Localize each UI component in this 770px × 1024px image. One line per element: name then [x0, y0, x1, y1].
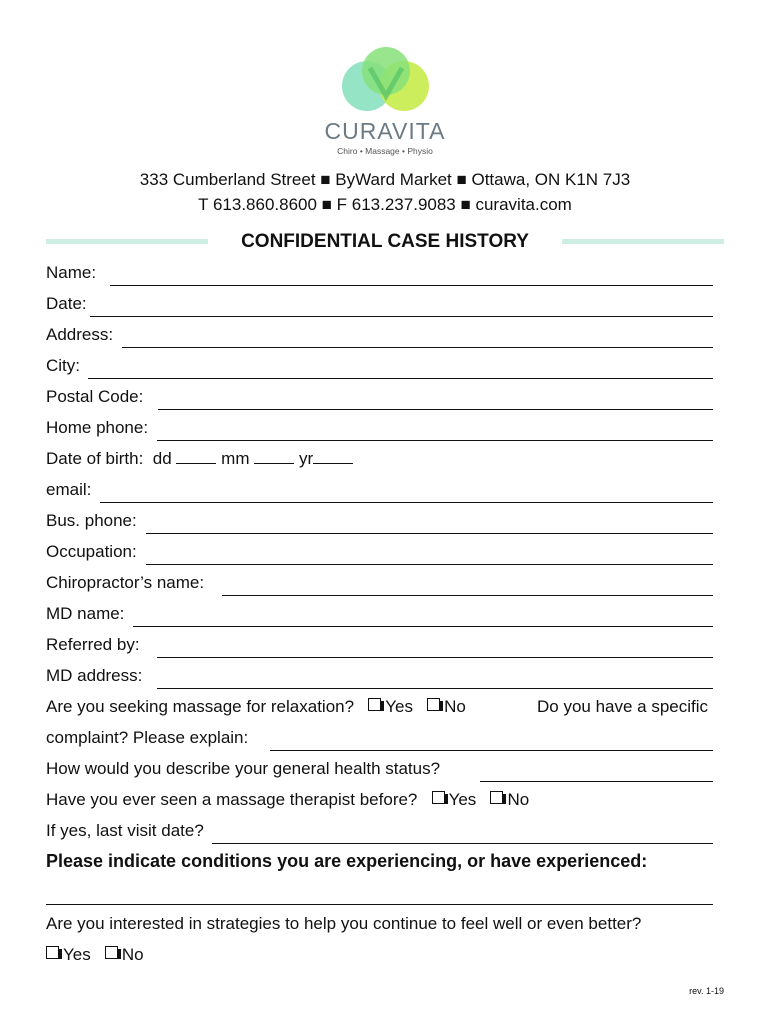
relaxation-no-option[interactable] — [427, 697, 466, 717]
md-name-label: MD name: — [46, 604, 125, 623]
seen-before-no-option[interactable] — [490, 790, 529, 810]
health-status-field[interactable] — [480, 781, 713, 782]
postal-code-label: Postal Code: — [46, 387, 144, 406]
name-field[interactable] — [110, 285, 713, 286]
strategies-yes-option[interactable] — [46, 945, 91, 965]
chiro-name-label: Chiropractor’s name: — [46, 573, 205, 592]
dob-dd-field[interactable] — [176, 449, 216, 464]
form-title: CONFIDENTIAL CASE HISTORY — [241, 231, 529, 252]
email-label: email: — [46, 480, 92, 499]
address-field[interactable] — [122, 347, 713, 348]
dob-dd-label: dd — [152, 449, 172, 468]
conditions-heading: Please indicate conditions you are experiencing, or have experienced: — [46, 851, 648, 871]
curavita-logo — [340, 46, 432, 114]
no-label: No — [507, 790, 530, 809]
no-label: No — [121, 945, 144, 964]
specific-complaint-question-2: complaint? Please explain: — [46, 728, 249, 747]
seen-before-question: Have you ever seen a massage therapist before? — [46, 790, 418, 809]
no-label: No — [444, 697, 466, 716]
md-address-label: MD address: — [46, 666, 143, 685]
brand-tagline: Chiro • Massage • Physio — [337, 146, 433, 156]
last-visit-field[interactable] — [212, 843, 713, 844]
checkbox-icon — [490, 791, 503, 804]
referred-by-field[interactable] — [157, 657, 713, 658]
date-field[interactable] — [90, 316, 713, 317]
home-phone-field[interactable] — [157, 440, 713, 441]
address-label: Address: — [46, 325, 114, 344]
strategies-options — [46, 945, 144, 965]
contact-line: T 613.860.8600 ■ F 613.237.9083 ■ curavita.com — [198, 195, 572, 214]
md-address-field[interactable] — [157, 688, 713, 689]
bus-phone-label: Bus. phone: — [46, 511, 137, 530]
chiro-name-field[interactable] — [222, 595, 713, 596]
dob-mm-label: mm — [221, 449, 250, 468]
bus-phone-field[interactable] — [146, 533, 713, 534]
yes-label: Yes — [385, 697, 413, 716]
conditions-field[interactable] — [46, 904, 713, 905]
checkbox-icon — [427, 698, 440, 711]
email-field[interactable] — [100, 502, 713, 503]
yes-label: Yes — [63, 945, 91, 964]
checkbox-icon — [105, 946, 118, 959]
city-field[interactable] — [88, 378, 713, 379]
date-label: Date: — [46, 294, 87, 313]
revision-note: rev. 1-19 — [689, 986, 724, 996]
yes-label: Yes — [448, 790, 477, 809]
seen-before-row — [46, 790, 529, 810]
last-visit-label: If yes, last visit date? — [46, 821, 204, 840]
relaxation-question: Are you seeking massage for relaxation? — [46, 697, 355, 716]
referred-by-label: Referred by: — [46, 635, 140, 654]
strategies-question: Are you interested in strategies to help you continue to feel well or even better? — [46, 914, 642, 933]
strategies-no-option[interactable] — [105, 945, 144, 965]
occupation-label: Occupation: — [46, 542, 137, 561]
dob-yr-label: yr — [298, 449, 314, 468]
brand-name: CURAVITA — [324, 118, 446, 144]
checkbox-icon — [432, 791, 445, 804]
health-status-question: How would you describe your general health status? — [46, 759, 441, 778]
name-label: Name: — [46, 263, 97, 282]
specific-complaint-question-1: Do you have a specific — [537, 697, 709, 716]
relaxation-yes-option[interactable] — [368, 697, 413, 717]
dob-row — [46, 449, 353, 469]
occupation-field[interactable] — [146, 564, 713, 565]
dob-mm-field[interactable] — [254, 449, 294, 464]
seen-before-yes-option[interactable] — [432, 790, 477, 810]
home-phone-label: Home phone: — [46, 418, 149, 437]
dob-yr-field[interactable] — [313, 449, 353, 464]
address-line: 333 Cumberland Street ■ ByWard Market ■ Ottawa, ON K1N 7J3 — [139, 170, 631, 189]
md-name-field[interactable] — [133, 626, 713, 627]
postal-code-field[interactable] — [158, 409, 713, 410]
relaxation-row — [46, 697, 466, 717]
dob-label: Date of birth: — [46, 449, 144, 468]
checkbox-icon — [368, 698, 381, 711]
complaint-field[interactable] — [270, 750, 713, 751]
checkbox-icon — [46, 946, 59, 959]
city-label: City: — [46, 356, 80, 375]
